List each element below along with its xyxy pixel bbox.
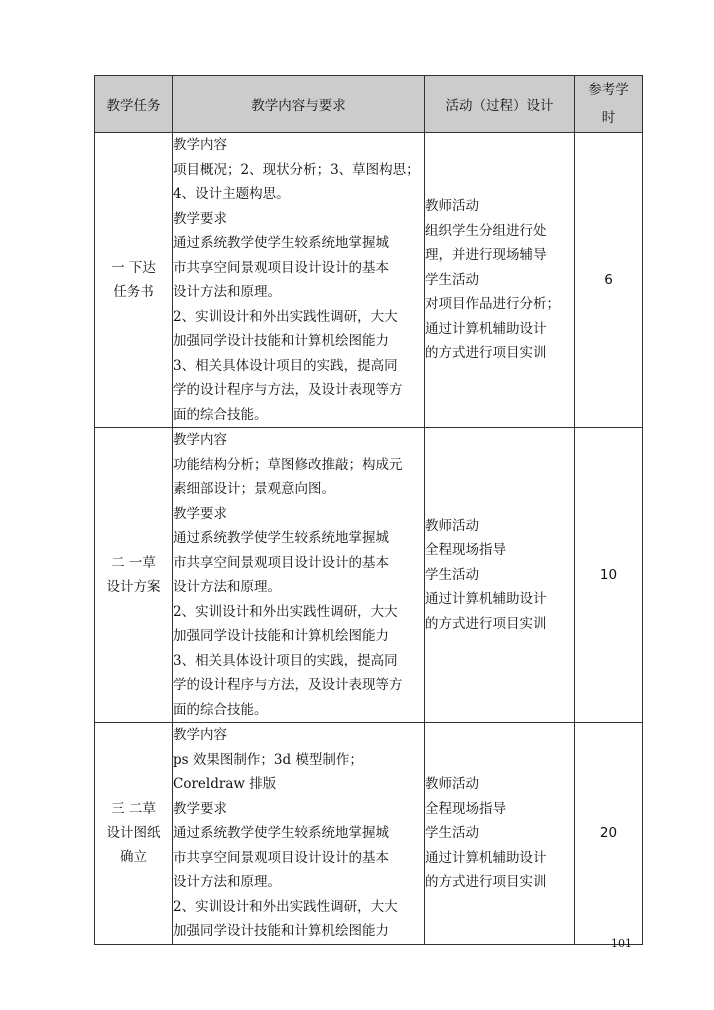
header-content: 教学内容与要求 xyxy=(173,76,425,133)
activity-cell-line: 学生活动 xyxy=(425,825,479,841)
task-cell-line: 一 下达 xyxy=(111,260,156,276)
content-cell xyxy=(173,133,425,428)
table-body xyxy=(95,133,643,945)
activity-cell-line: 学生活动 xyxy=(425,566,479,583)
content-cell-line: 教学要求 xyxy=(173,210,227,227)
activity-cell-line: 的方式进行项目实训 xyxy=(425,345,547,362)
activity-cell-line: 学生活动 xyxy=(425,271,479,288)
content-cell-line: 2、实训设计和外出实践性调研，大大 xyxy=(173,308,398,325)
content-cell-line: Coreldraw 排版 xyxy=(173,776,277,792)
content-cell-line: 功能结构分析；草图修改推敲；构成元 xyxy=(173,456,403,473)
activity-cell-line: 通过计算机辅助设计 xyxy=(425,849,547,866)
content-cell-line: 学的设计程序与方法，及设计表现等方 xyxy=(173,382,403,398)
content-cell xyxy=(173,428,425,723)
content-cell-line: 教学要求 xyxy=(173,505,227,522)
table-header-row xyxy=(95,76,643,133)
task-cell xyxy=(95,428,173,723)
page-number: 101 xyxy=(611,937,632,950)
activity-cell-line: 全程现场指导 xyxy=(425,542,506,559)
content-cell-line: 2、实训设计和外出实践性调研，大大 xyxy=(173,603,398,620)
content-cell-line: 加强同学设计技能和计算机绘图能力 xyxy=(173,628,389,644)
content-cell-line: 面的综合技能。 xyxy=(173,406,268,423)
task-cell-line: 二 一草 xyxy=(111,555,156,571)
content-cell-line: 项目概况；2、现状分析；3、草图构思； xyxy=(173,161,420,178)
activity-cell-line: 教师活动 xyxy=(425,198,479,215)
activity-cell-line: 通过计算机辅助设计 xyxy=(425,320,547,337)
activity-cell xyxy=(425,723,575,945)
content-cell-line: ps 效果图制作；3d 模型制作； xyxy=(173,751,363,768)
header-hours-line2: 时 xyxy=(601,110,616,126)
task-cell xyxy=(95,133,173,428)
content-cell-line: 学的设计程序与方法，及设计表现等方 xyxy=(173,677,403,693)
content-cell-line: 通过系统教学使学生较系统地掌握城 xyxy=(173,530,389,546)
content-cell-line: 加强同学设计技能和计算机绘图能力 xyxy=(173,333,389,349)
content-cell-line: 设计方法和原理。 xyxy=(173,874,281,890)
content-cell-line: 设计方法和原理。 xyxy=(173,579,281,595)
activity-cell-line: 对项目作品进行分析； xyxy=(425,296,560,313)
content-cell-line: 通过系统教学使学生较系统地掌握城 xyxy=(173,235,389,251)
activity-cell-line: 教师活动 xyxy=(425,776,479,792)
content-cell-line: 教学要求 xyxy=(173,800,227,817)
header-task: 教学任务 xyxy=(95,76,173,133)
content-cell-line: 通过系统教学使学生较系统地掌握城 xyxy=(173,825,389,841)
content-cell-line: 市共享空间景观项目设计设计的基本 xyxy=(173,259,389,276)
header-hours xyxy=(575,76,643,133)
hours-cell: 6 xyxy=(575,133,643,428)
task-cell xyxy=(95,723,173,945)
task-cell-line: 确立 xyxy=(120,849,147,866)
header-hours-line1: 参考学 xyxy=(588,82,629,98)
content-cell-line: 教学内容 xyxy=(173,137,227,153)
content-cell-line: 面的综合技能。 xyxy=(173,701,268,718)
table-row xyxy=(95,133,643,428)
activity-cell-line: 教师活动 xyxy=(425,517,479,534)
activity-cell xyxy=(425,133,575,428)
content-cell-line: 4、设计主题构思。 xyxy=(173,186,290,202)
content-cell-line: 3、相关具体设计项目的实践，提高同 xyxy=(173,652,398,669)
content-cell-line: 3、相关具体设计项目的实践，提高同 xyxy=(173,357,398,374)
content-cell-line: 教学内容 xyxy=(173,727,227,743)
content-cell-line: 2、实训设计和外出实践性调研，大大 xyxy=(173,898,398,915)
activity-cell-line: 通过计算机辅助设计 xyxy=(425,591,547,608)
task-cell-line: 设计图纸 xyxy=(106,825,161,842)
activity-cell-line: 的方式进行项目实训 xyxy=(425,874,547,890)
content-cell-line: 素细部设计；景观意向图。 xyxy=(173,481,335,497)
task-cell-line: 三 二草 xyxy=(111,801,156,818)
content-cell-line: 加强同学设计技能和计算机绘图能力 xyxy=(173,923,389,939)
task-cell-line: 设计方案 xyxy=(106,579,161,595)
activity-cell-line: 组织学生分组进行处 xyxy=(425,222,547,239)
header-activity: 活动（过程）设计 xyxy=(425,76,575,133)
content-cell xyxy=(173,723,425,945)
content-cell-line: 设计方法和原理。 xyxy=(173,284,281,300)
syllabus-table xyxy=(94,75,643,945)
content-cell-line: 教学内容 xyxy=(173,432,227,448)
hours-cell: 10 xyxy=(575,428,643,723)
content-cell-line: 市共享空间景观项目设计设计的基本 xyxy=(173,554,389,571)
activity-cell-line: 全程现场指导 xyxy=(425,800,506,817)
activity-cell-line: 理，并进行现场辅导 xyxy=(425,247,547,264)
content-cell-line: 市共享空间景观项目设计设计的基本 xyxy=(173,849,389,866)
activity-cell-line: 的方式进行项目实训 xyxy=(425,615,547,632)
activity-cell xyxy=(425,428,575,723)
hours-cell: 20 xyxy=(575,723,643,945)
task-cell-line: 任务书 xyxy=(113,284,154,300)
table-row xyxy=(95,723,643,945)
table-row xyxy=(95,428,643,723)
